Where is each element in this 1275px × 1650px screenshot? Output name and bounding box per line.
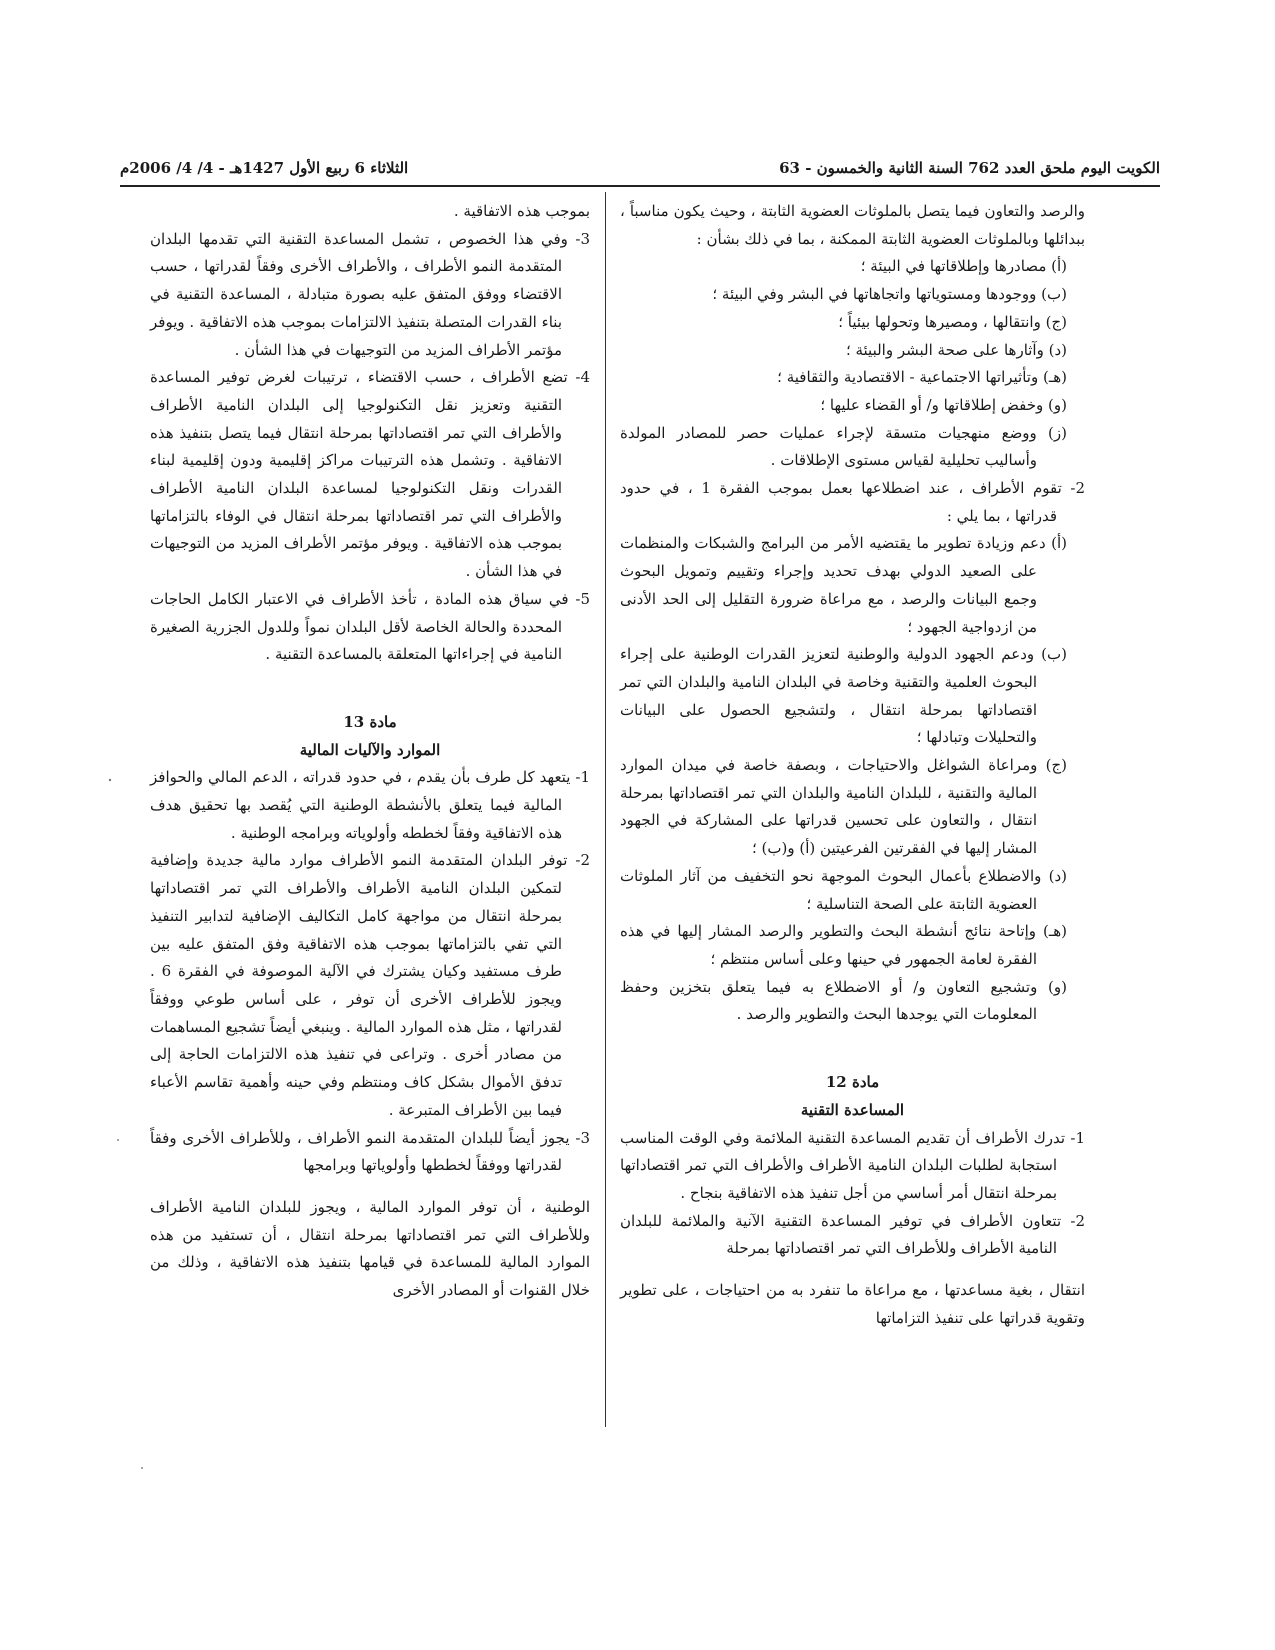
paragraph-2: 2- تقوم الأطراف ، عند اضطلاعها بعمل بموجب الفقرة 1 ، في حدود قدراتها ، بما يلي : (620, 479, 1086, 525)
list-item: (أ) مصادرها وإطلاقاتها في البيئة ؛ (860, 257, 1067, 276)
page-header (120, 155, 1160, 183)
spacer (620, 1029, 1085, 1069)
article-13-item-3: 3- يجوز أيضاً للبلدان المتقدمة النمو الأطراف ، وللأطراف الأخرى وفقاً لقدراتها ووفقاً لخططها وأولوياتها وبرامجها (150, 1128, 590, 1175)
spacer (620, 1263, 1085, 1277)
list-item: (و) وتشجيع التعاون و/ أو الاضطلاع به فيما يتعلق بتخزين وحفظ المعلومات التي يوجدها البحث والتطوير والرصد . (620, 977, 1067, 1024)
left-continuation: الوطنية ، أن توفر الموارد المالية ، ويجوز للبلدان النامية الأطراف وللأطراف التي تمر اقتصاداتها بمرحلة انتقال ، أن تستفيد من هذه الموارد المالية للمساعدة في قيامها بتنفيذ هذه الاتفاقية ، وذلك من خلال القنوات أو المصادر الأخرى (150, 1197, 590, 1300)
article-12-item-3: 3- وفي هذا الخصوص ، تشمل المساعدة التقنية التي تقدمها البلدان المتقدمة النمو الأطراف ، والأطراف الأخرى وفقاً لقدراتها ، حسب الاقتضاء ووفق المتفق عليه بصورة متبادلة ، المساعدة التقنية في بناء القدرات المتصلة بتنفيذ الالتزامات بموجب هذه الاتفاقية . ويوفر مؤتمر الأطراف المزيد من التوجيهات في هذا الشأن . (150, 229, 590, 359)
list-item: (هـ) وتأثيراتها الاجتماعية - الاقتصادية والثقافية ؛ (777, 368, 1067, 387)
header-date: الثلاثاء 6 ربيع الأول 1427هـ - 4/ 4/ 2006م (120, 159, 409, 177)
article-13-item-2: 2- توفر البلدان المتقدمة النمو الأطراف موارد مالية جديدة وإضافية لتمكين البلدان النامية الأطراف والأطراف التي تمر اقتصاداتها بمرحلة انتقال من مواجهة كامل التكاليف الإضافية لتدابير التنفيذ التي تفي بالتزاماتها بموجب هذه الاتفاقية وفق المتفق عليه بين طرف مستفيد وكيان يشترك في الآلية الموصوفة في الفقرة 6 . ويجوز للأطراف الأخرى أن توفر ، على أساس طوعي ووفقاً لقدراتها ، مثل هذه الموارد المالية . وينبغي أيضاً تشجيع المساهمات من مصادر أخرى . وتراعى في تنفيذ هذه الالتزامات الحاجة إلى تدفق الأموال بشكل كاف ومنتظم وفي حينه وأهمية تقاسم الأعباء فيما بين الأطراف المتبرعة . (150, 851, 590, 1119)
list-item: (أ) دعم وزيادة تطوير ما يقتضيه الأمر من البرامج والشبكات والمنظمات على الصعيد الدولي بهدف تحديد وإجراء وتقييم وتمويل البحوث وجمع البيانات والرصد ، مع مراعاة ضرورة التقليل إلى الحد الأدنى من ازدواجية الجهود ؛ (620, 534, 1067, 636)
list-item: (ز) ووضع منهجيات متسقة لإجراء عمليات حصر للمصادر المولدة وأساليب تحليلية لقياس مستوى الإطلاقات . (620, 423, 1067, 470)
header-rule (120, 185, 1160, 187)
header-publication-info: الكويت اليوم ملحق العدد 762 السنة الثانية والخمسون - 63 (779, 159, 1160, 177)
list-item: (ج) ومراعاة الشواغل والاحتياجات ، وبصفة خاصة في ميدان الموارد المالية والتقنية ، للبلدان النامية والبلدان التي تمر اقتصاداتها بمرحلة انتقال ، والتعاون على تحسين قدراتها على المشاركة في الجهود المشار إليها في الفقرتين الفرعيتين (أ) و(ب) ؛ (620, 756, 1067, 858)
spacer (150, 1180, 590, 1194)
list-item: (و) وخفض إطلاقاتها و/ أو القضاء عليها ؛ (820, 395, 1067, 414)
article-12-item-1: 1- تدرك الأطراف أن تقديم المساعدة التقنية الملائمة وفي الوقت المناسب استجابة لطلبات البلدان النامية الأطراف والأطراف التي تمر اقتصاداتها بمرحلة انتقال أمر أساسي من أجل تنفيذ هذه الاتفاقية بنجاح . (620, 1128, 1085, 1202)
article-13-title: الموارد والآليات المالية (299, 740, 441, 759)
right-column (620, 198, 1085, 1332)
article-13-item-1: 1- يتعهد كل طرف بأن يقدم ، في حدود قدراته ، الدعم المالي والحوافز المالية فيما يتعلق بالأنشطة الوطنية التي يُقصد بها تحقيق هدف هذه الاتفاقية وفقاً لخططه وأولوياته وبرامجه الوطنية . (150, 768, 590, 842)
scan-speck (117, 1139, 119, 1141)
column-divider (605, 192, 606, 1427)
right-intro-paragraph: والرصد والتعاون فيما يتصل بالملوثات العضوية الثابتة ، وحيث يكون مناسباً ، ببدائلها وبالملوثات العضوية الثابتة الممكنة ، بما في ذلك بشأن : (620, 202, 1085, 248)
list-item: (د) وآثارها على صحة البشر والبيئة ؛ (845, 340, 1067, 359)
article-12-title: المساعدة التقنية (800, 1100, 905, 1119)
article-12-item-4: 4- تضع الأطراف ، حسب الاقتضاء ، ترتيبات لغرض توفير المساعدة التقنية وتعزيز نقل التكنولوجيا إلى البلدان النامية الأطراف والأطراف التي تمر اقتصاداتها بمرحلة انتقال فيما يتصل بتنفيذ هذه الاتفاقية . وتشمل هذه الترتيبات مراكز إقليمية ودون إقليمية لبناء القدرات ونقل التكنولوجيا لمساعدة البلدان النامية الأطراف والأطراف التي تمر اقتصاداتها بمرحلة انتقال في الوفاء بالتزاماتها بموجب هذه الاتفاقية . ويوفر مؤتمر الأطراف المزيد من التوجيهات في هذا الشأن . (150, 368, 590, 581)
left-intro-paragraph: بموجب هذه الاتفاقية . (453, 202, 590, 220)
article-13-number: مادة 13 (343, 712, 397, 731)
left-column (150, 198, 590, 1305)
article-12-number: مادة 12 (825, 1073, 880, 1092)
article-12-item-5: 5- في سياق هذه المادة ، تأخذ الأطراف في الاعتبار الكامل الحاجات المحددة والحالة الخاصة لأقل البلدان نمواً وللدول الجزرية الصغيرة النامية في إجراءاتها المتعلقة بالمساعدة التقنية . (150, 589, 590, 664)
article-12-item-2: 2- تتعاون الأطراف في توفير المساعدة التقنية الآنية والملائمة للبلدان النامية الأطراف وللأطراف التي تمر اقتصاداتها بمرحلة (620, 1211, 1085, 1258)
list-item: (ب) ووجودها ومستوياتها واتجاهاتها في البشر وفي البيئة ؛ (712, 285, 1067, 304)
list-item: (د) والاضطلاع بأعمال البحوث الموجهة نحو التخفيف من آثار الملوثات العضوية الثابتة على الصحة التناسلية ؛ (620, 866, 1067, 913)
list-item: (هـ) وإتاحة نتائج أنشطة البحث والتطوير والرصد المشار إليها في هذه الفقرة لعامة الجمهور في حينها وعلى أساس منتظم ؛ (620, 922, 1067, 968)
spacer (150, 669, 590, 709)
scan-speck (141, 1467, 143, 1469)
list-item: (ب) ودعم الجهود الدولية والوطنية لتعزيز القدرات الوطنية على إجراء البحوث العلمية والتقنية وخاصة في البلدان النامية والبلدان التي تمر اقتصاداتها بمرحلة انتقال ، ولتشجيع الحصول على البيانات والتحليلات وتبادلها ؛ (620, 645, 1067, 747)
right-continuation: انتقال ، بغية مساعدتها ، مع مراعاة ما تنفرد به من احتياجات ، على تطوير وتقوية قدراتها على تنفيذ التزاماتها (620, 1281, 1086, 1327)
list-item: (ج) وانتقالها ، ومصيرها وتحولها بيئياً ؛ (838, 312, 1067, 331)
scan-speck (109, 779, 111, 781)
